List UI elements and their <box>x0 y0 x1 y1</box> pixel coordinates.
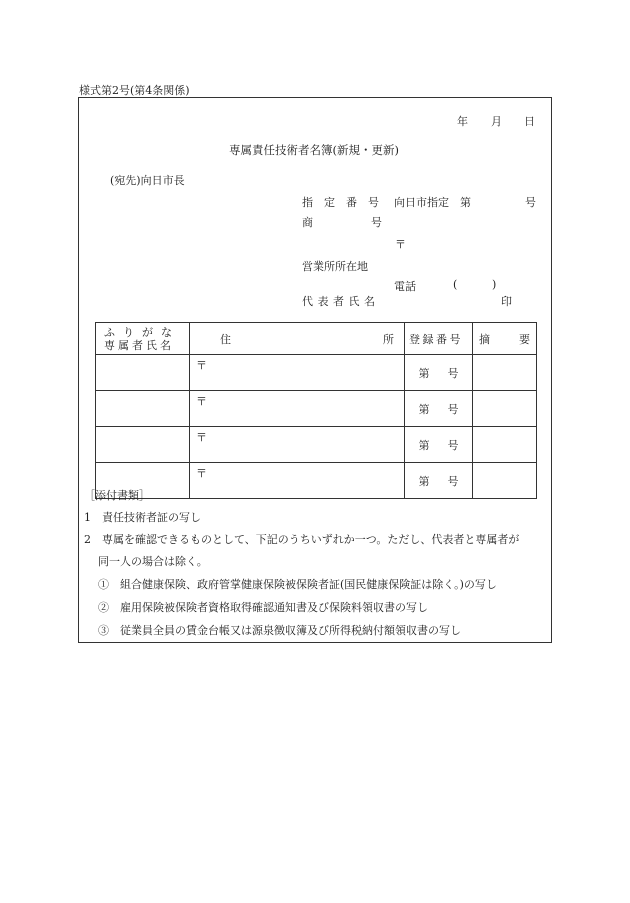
reg-cell[interactable] <box>405 427 473 463</box>
designation-label-text: 指定番号 <box>302 196 390 209</box>
name-cell[interactable] <box>96 427 190 463</box>
designation-value-suffix: 号 <box>525 196 536 209</box>
phone-open-paren: ( <box>453 278 458 291</box>
header-name-cell <box>96 323 190 355</box>
header-memo-left: 摘 <box>479 332 490 346</box>
designation-label <box>302 194 390 210</box>
trade-name-label: 商号 <box>302 216 440 229</box>
header-furigana-text: ふりがな <box>104 325 180 339</box>
attachment-sub-3: ③ 従業員全員の賃金台帳又は源泉徴収簿及び所得税納付額領収書の写し <box>98 624 461 637</box>
date-year: 年 <box>457 115 468 128</box>
zip-mark: 〒 <box>196 467 207 480</box>
address-cell[interactable] <box>190 355 405 391</box>
address-cell[interactable] <box>190 391 405 427</box>
header-address-left: 住 <box>220 332 231 346</box>
reg-suffix: 号 <box>447 438 459 452</box>
attachments-heading: ［添付書類］ <box>84 489 150 502</box>
memo-cell[interactable] <box>473 355 537 391</box>
table-row <box>96 391 537 427</box>
reg-suffix: 号 <box>447 366 459 380</box>
reg-prefix: 第 <box>418 474 430 488</box>
table-row <box>96 463 537 499</box>
page-title: 専属責任技術者名簿(新規・更新) <box>229 143 399 157</box>
addressee: (宛先)向日市長 <box>110 174 185 187</box>
reg-prefix: 第 <box>418 438 430 452</box>
attachment-sub-2: ② 雇用保険被保険者資格取得確認通知書及び保険料領収書の写し <box>98 601 428 614</box>
attachment-item-2-line-1: 2 専属を確認できるものとして、下記のうちいずれか一つ。ただし、代表者と専属者が <box>84 533 520 546</box>
header-reg-cell <box>405 323 473 355</box>
memo-cell[interactable] <box>473 391 537 427</box>
header-address-cell <box>190 323 405 355</box>
phone-label: 電話 <box>394 280 416 293</box>
header-name <box>96 339 189 352</box>
header-address-right: 所 <box>383 332 394 346</box>
representative-label: 代表者氏名 <box>302 295 380 308</box>
reg-prefix: 第 <box>418 402 430 416</box>
header-reg-text: 登録番号 <box>409 332 463 346</box>
header-memo-cell <box>473 323 537 355</box>
phone-close-paren: ) <box>492 278 497 291</box>
name-cell[interactable] <box>96 355 190 391</box>
reg-cell[interactable] <box>405 463 473 499</box>
attachment-sub-1: ① 組合健康保険、政府管掌健康保険被保険者証(国民健康保険証は除く。)の写し <box>98 578 497 591</box>
reg-suffix: 号 <box>447 474 459 488</box>
name-cell[interactable] <box>96 391 190 427</box>
reg-cell[interactable] <box>405 391 473 427</box>
zip-mark: 〒 <box>196 431 207 444</box>
attachment-item-2-line-2: 同一人の場合は除く。 <box>98 555 208 568</box>
address-cell[interactable] <box>190 427 405 463</box>
table-header-row <box>96 323 537 355</box>
reg-cell[interactable] <box>405 355 473 391</box>
reg-suffix: 号 <box>447 402 459 416</box>
table-row <box>96 427 537 463</box>
memo-cell[interactable] <box>473 427 537 463</box>
date-month: 月 <box>491 115 502 128</box>
reg-prefix: 第 <box>418 366 430 380</box>
address-cell[interactable] <box>190 463 405 499</box>
zip-mark: 〒 <box>196 395 207 408</box>
header-name-text: 専属者氏名 <box>104 338 174 352</box>
form-number-label: 様式第2号(第4条関係) <box>79 84 190 97</box>
office-address-label: 営業所所在地 <box>302 260 368 273</box>
memo-cell[interactable] <box>473 463 537 499</box>
zip-mark: 〒 <box>196 359 207 372</box>
roster-table <box>95 322 537 499</box>
table-row <box>96 355 537 391</box>
postal-mark: 〒 <box>395 238 406 251</box>
designation-value-prefix: 向日市指定 第 <box>394 196 471 209</box>
seal-mark: 印 <box>501 295 512 308</box>
header-furigana <box>96 326 189 339</box>
attachment-item-1: 1 責任技術者証の写し <box>84 511 201 524</box>
date-day: 日 <box>524 115 535 128</box>
header-memo-right: 要 <box>519 332 530 346</box>
